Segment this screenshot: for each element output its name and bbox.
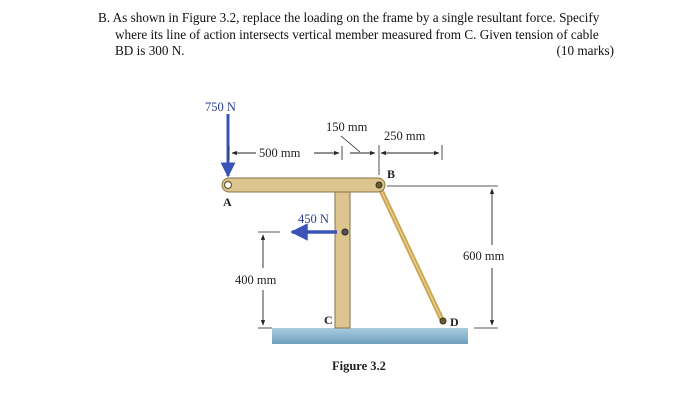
dim-150-label: 150 mm (326, 120, 368, 134)
pin-b (376, 182, 382, 188)
pin-d (440, 318, 446, 324)
question-line-1: B. As shown in Figure 3.2, replace the loading on the frame by a single resultant force. Specify (98, 10, 600, 25)
horizontal-member (222, 178, 385, 192)
pin-a (225, 182, 232, 189)
question-line-2: where its line of action intersects vertical member measured from C. Given tension of cable (115, 26, 599, 42)
dim-600-label: 600 mm (463, 249, 505, 263)
dim-500-label: 500 mm (259, 146, 301, 160)
label-d: D (450, 315, 459, 329)
figure-caption: Figure 3.2 (332, 359, 386, 373)
ground (272, 328, 468, 344)
dim-400-label: 400 mm (235, 273, 277, 287)
force-450-label: 450 N (298, 212, 329, 226)
force-750-label: 750 N (205, 100, 236, 114)
dim-150-leader (341, 136, 360, 152)
dim-250-label: 250 mm (384, 129, 426, 143)
marks-label: (10 marks) (556, 43, 614, 58)
label-c: C (324, 313, 333, 327)
label-a: A (223, 195, 232, 209)
question-line-3-text: BD is 300 N. (115, 43, 185, 58)
cable-bd-highlight (379, 186, 443, 322)
pin-load (342, 229, 348, 235)
vertical-member (335, 190, 350, 328)
label-b: B (387, 167, 396, 181)
